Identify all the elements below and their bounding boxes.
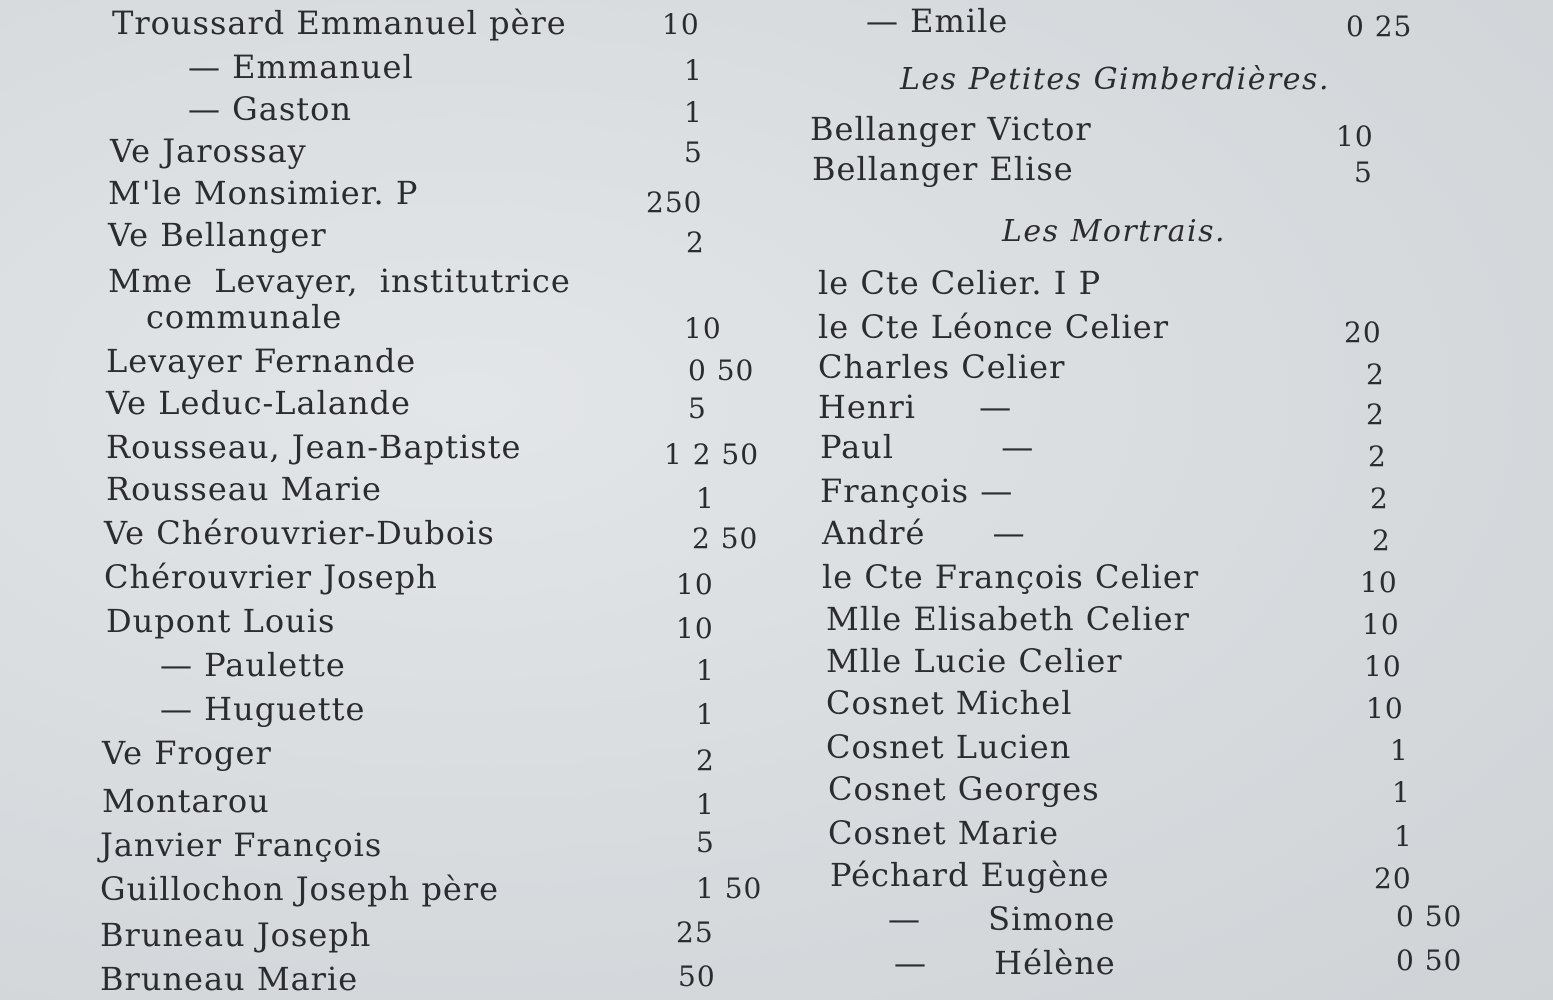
entry-value: 2 — [1366, 398, 1385, 431]
entry-name: Cosnet Georges — [828, 770, 1100, 808]
entry-value: 10 — [684, 312, 722, 345]
entry-name: — Huguette — [160, 690, 366, 728]
entry-name: Ve Leduc-Lalande — [106, 384, 411, 422]
entry-name: Montarou — [102, 782, 270, 820]
entry-value: 10 — [676, 568, 714, 601]
entry-value: 2 — [696, 744, 715, 777]
entry-name: Cosnet Lucien — [826, 728, 1072, 766]
entry-value: 1 — [696, 654, 715, 687]
entry-value: 1 50 — [696, 872, 763, 905]
entry-name: Bellanger Elise — [812, 150, 1074, 188]
entry-name: — Emmanuel — [188, 48, 414, 86]
entry-name: le Cte Léonce Celier — [818, 308, 1170, 346]
entry-value: 10 — [1366, 692, 1404, 725]
entry-name: — Hélène — [894, 944, 1116, 982]
entry-value: 2 — [1368, 440, 1387, 473]
entry-name: Rousseau Marie — [106, 470, 382, 508]
entry-value: 5 — [696, 826, 715, 859]
entry-name: Levayer Fernande — [106, 342, 417, 380]
entry-name: — Simone — [888, 900, 1116, 938]
entry-value: 1 2 50 — [664, 438, 760, 471]
entry-name: Troussard Emmanuel père — [112, 4, 567, 42]
entry-name: M'le Monsimier. P — [108, 174, 419, 212]
entry-name: François — — [820, 472, 1014, 510]
entry-value: 5 — [1354, 156, 1373, 189]
entry-name: — Gaston — [188, 90, 352, 128]
entry-name: Bruneau Joseph — [100, 916, 372, 954]
entry-name: Ve Bellanger — [108, 216, 327, 254]
entry-value: 0 50 — [1396, 944, 1463, 977]
section-heading: Les Petites Gimberdières. — [900, 62, 1330, 97]
entry-name: Ve Froger — [102, 734, 272, 772]
entry-value: 2 — [1372, 524, 1391, 557]
entry-name: Bruneau Marie — [100, 960, 359, 998]
entry-value: 10 — [1360, 566, 1398, 599]
section-heading: Les Mortrais. — [1002, 214, 1227, 249]
entry-value: 50 — [678, 960, 716, 993]
entry-value: 0 50 — [1396, 900, 1463, 933]
entry-value: 1 — [684, 54, 703, 87]
entry-name: Mlle Elisabeth Celier — [826, 600, 1190, 638]
entry-name: Mlle Lucie Celier — [826, 642, 1123, 680]
entry-value: 1 — [696, 482, 715, 515]
entry-name: le Cte Celier. I P — [818, 264, 1102, 302]
entry-value: 20 — [1374, 862, 1412, 895]
entry-name: Cosnet Michel — [826, 684, 1073, 722]
entry-value: 1 — [1390, 734, 1409, 767]
entry-name: Dupont Louis — [106, 602, 336, 640]
entry-name: Bellanger Victor — [810, 110, 1092, 148]
entry-value: 2 50 — [692, 522, 759, 555]
entry-value: 20 — [1344, 316, 1382, 349]
entry-name: — Paulette — [160, 646, 346, 684]
entry-value: 10 — [676, 612, 714, 645]
entry-name: Guillochon Joseph père — [100, 870, 500, 908]
entry-value: 1 — [684, 96, 703, 129]
entry-value: 5 — [688, 392, 707, 425]
entry-name: Ve Jarossay — [110, 132, 307, 170]
entry-name: Péchard Eugène — [830, 856, 1110, 894]
entry-name: — Emile — [866, 2, 1009, 40]
entry-name: Henri — — [818, 388, 1013, 426]
entry-name: Rousseau, Jean-Baptiste — [106, 428, 522, 466]
entry-name: Mme Levayer, institutrice — [108, 262, 571, 300]
entry-value: 5 — [684, 136, 703, 169]
entry-value: 0 50 — [688, 354, 755, 387]
entry-value: 1 — [696, 788, 715, 821]
entry-value: 2 — [686, 226, 705, 259]
entry-value: 1 — [1394, 820, 1413, 853]
entry-name: Janvier François — [100, 826, 383, 864]
entry-value: 1 — [1392, 776, 1411, 809]
entry-name: Chérouvrier Joseph — [104, 558, 438, 596]
entry-value: 0 25 — [1346, 10, 1413, 43]
entry-name: le Cte François Celier — [822, 558, 1200, 596]
entry-value: 2 — [1366, 358, 1385, 391]
entry-value: 25 — [676, 916, 714, 949]
entry-name: Ve Chérouvrier-Dubois — [104, 514, 495, 552]
entry-value: 10 — [1364, 650, 1402, 683]
entry-name: Cosnet Marie — [828, 814, 1060, 852]
entry-name: communale — [146, 298, 343, 336]
entry-value: 2 — [1370, 482, 1389, 515]
entry-value: 1 — [696, 698, 715, 731]
entry-value: 10 — [1362, 608, 1400, 641]
entry-name: Paul — — [820, 428, 1035, 466]
entry-value: 250 — [646, 186, 703, 219]
entry-value: 10 — [1336, 120, 1374, 153]
entry-name: Charles Celier — [818, 348, 1066, 386]
entry-name: André — — [822, 514, 1026, 552]
entry-value: 10 — [662, 8, 700, 41]
